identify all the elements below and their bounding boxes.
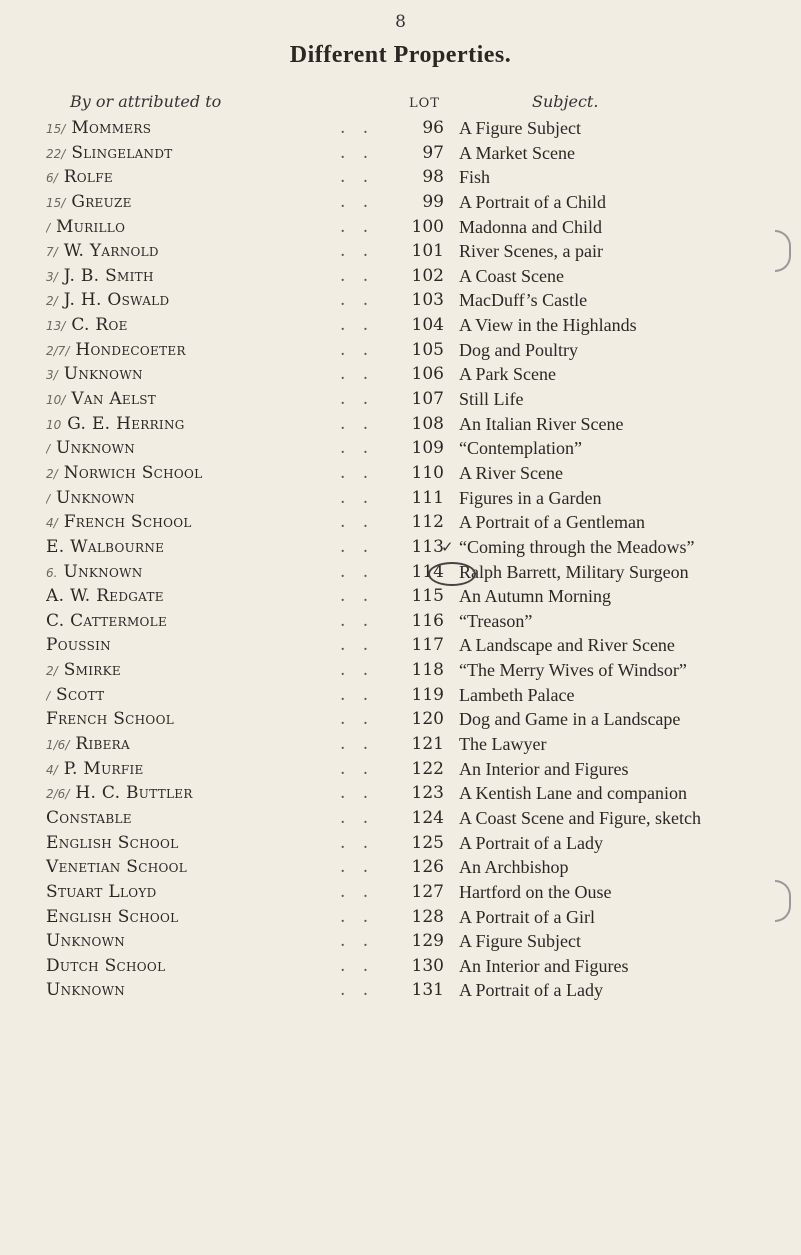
pencil-annotation: 2/6/ bbox=[46, 787, 70, 802]
subject-title: An Archbishop bbox=[459, 857, 569, 878]
subject-title: Dog and Poultry bbox=[459, 339, 578, 360]
artist-name: English School bbox=[46, 832, 179, 853]
lot-number: 98 bbox=[422, 167, 444, 188]
artist-name: Venetian School bbox=[46, 857, 188, 878]
artist-name: 4/ P. Murfie bbox=[46, 758, 144, 779]
pencil-annotation: 6. bbox=[46, 565, 58, 580]
lot-number: 105 bbox=[411, 339, 444, 360]
leader-dots: . . bbox=[340, 931, 375, 952]
lot-number: 126 bbox=[411, 857, 444, 878]
leader-dots: . . bbox=[340, 315, 375, 336]
pencil-annotation: 2/ bbox=[46, 466, 58, 481]
catalogue-entry bbox=[0, 880, 801, 905]
catalogue-entry bbox=[0, 239, 801, 264]
artist-name: Stuart Lloyd bbox=[46, 881, 157, 902]
catalogue-entry bbox=[0, 190, 801, 215]
lot-number: 110 bbox=[411, 462, 444, 483]
subject-title: Ralph Barrett, Military Surgeon bbox=[459, 561, 689, 582]
subject-title: Fish bbox=[459, 167, 491, 188]
leader-dots: . . bbox=[340, 980, 375, 1001]
lot-number: 128 bbox=[411, 906, 444, 927]
artist-name: 2/ Norwich School bbox=[46, 462, 203, 483]
check-mark-icon: ✓ bbox=[441, 537, 454, 556]
pencil-annotation: 7/ bbox=[46, 245, 58, 260]
lot-number: 127 bbox=[411, 881, 444, 902]
subject-title: A Figure Subject bbox=[459, 931, 581, 952]
catalogue-entry bbox=[0, 584, 801, 609]
leader-dots: . . bbox=[340, 191, 375, 212]
subject-column-header: Subject. bbox=[532, 92, 599, 111]
catalogue-entry bbox=[0, 929, 801, 954]
subject-title: An Autumn Morning bbox=[459, 586, 612, 607]
catalogue-entry bbox=[0, 461, 801, 486]
lot-number: 130 bbox=[411, 955, 444, 976]
lot-column-header: LOT bbox=[409, 96, 440, 111]
subject-title: A Kentish Lane and companion bbox=[459, 783, 687, 804]
lot-number: 109 bbox=[411, 438, 444, 459]
leader-dots: . . bbox=[340, 734, 375, 755]
lot-number: 99 bbox=[422, 191, 444, 212]
leader-dots: . . bbox=[340, 536, 375, 557]
artist-name: Unknown bbox=[46, 931, 126, 952]
catalogue-entry bbox=[0, 288, 801, 313]
pencil-annotation: / bbox=[46, 220, 51, 235]
artist-name: 15/ Mommers bbox=[46, 118, 152, 138]
pencil-annotation: 22/ bbox=[46, 146, 66, 161]
artist-name: E. Walbourne bbox=[46, 536, 165, 557]
subject-title: A Portrait of a Child bbox=[459, 191, 606, 212]
artist-name: 3/ Unknown bbox=[46, 364, 143, 385]
lot-number: 120 bbox=[411, 709, 444, 730]
pencil-annotation: / bbox=[46, 688, 51, 703]
pencil-annotation: 6/ bbox=[46, 171, 58, 186]
catalogue-entry bbox=[0, 412, 801, 437]
artist-name: 10 G. E. Herring bbox=[46, 413, 185, 434]
catalogue-entry bbox=[0, 658, 801, 683]
subject-title: A Coast Scene bbox=[459, 265, 564, 286]
subject-title: A Coast Scene and Figure, sketch bbox=[459, 807, 701, 828]
catalogue-entry bbox=[0, 535, 801, 560]
artist-name: Poussin bbox=[46, 635, 111, 656]
subject-title: A Portrait of a Lady bbox=[459, 980, 603, 1001]
leader-dots: . . bbox=[340, 857, 375, 878]
catalogue-entry bbox=[0, 436, 801, 461]
lot-number: 129 bbox=[411, 931, 444, 952]
pencil-annotation: 4/ bbox=[46, 516, 58, 531]
artist-name: 2/6/ H. C. Buttler bbox=[46, 783, 193, 804]
catalogue-entry bbox=[0, 609, 801, 634]
subject-title: Still Life bbox=[459, 389, 524, 410]
page-title: Different Properties. bbox=[289, 42, 512, 68]
lot-number: 123 bbox=[411, 783, 444, 804]
artist-name: 22/ Slingelandt bbox=[46, 142, 173, 163]
subject-title: “Contemplation” bbox=[459, 438, 582, 459]
leader-dots: . . bbox=[340, 832, 375, 853]
artist-column-header: By or attributed to bbox=[70, 92, 222, 111]
subject-title: Madonna and Child bbox=[459, 216, 602, 237]
catalogue-entry bbox=[0, 978, 801, 1003]
leader-dots: . . bbox=[340, 709, 375, 730]
artist-name: 4/ French School bbox=[46, 512, 192, 533]
lot-number: 104 bbox=[411, 315, 444, 336]
lot-number: 112 bbox=[411, 512, 444, 533]
leader-dots: . . bbox=[340, 684, 375, 705]
lot-number: 117 bbox=[411, 635, 444, 656]
lot-number: 125 bbox=[411, 832, 444, 853]
lot-number: 113 bbox=[411, 536, 444, 557]
pencil-annotation: 15/ bbox=[46, 195, 66, 210]
artist-name: 6. Unknown bbox=[46, 561, 143, 582]
leader-dots: . . bbox=[340, 635, 375, 656]
artist-name: 1/6/ Ribera bbox=[46, 734, 130, 755]
catalogue-entry bbox=[0, 905, 801, 930]
subject-title: An Italian River Scene bbox=[459, 413, 624, 434]
catalogue-entry bbox=[0, 387, 801, 412]
pencil-annotation: 3/ bbox=[46, 269, 58, 284]
catalogue-entry bbox=[0, 215, 801, 240]
leader-dots: . . bbox=[340, 265, 375, 286]
subject-title: A View in the Highlands bbox=[459, 315, 637, 336]
leader-dots: . . bbox=[340, 512, 375, 533]
subject-title: River Scenes, a pair bbox=[459, 241, 603, 262]
subject-title: Figures in a Garden bbox=[459, 487, 602, 508]
artist-name: 6/ Rolfe bbox=[46, 167, 113, 188]
pencil-annotation: / bbox=[46, 442, 51, 457]
subject-title: Hartford on the Ouse bbox=[459, 881, 612, 902]
catalogue-entry bbox=[0, 338, 801, 363]
catalogue-entry bbox=[0, 486, 801, 511]
artist-name: A. W. Redgate bbox=[46, 586, 164, 607]
artist-name: / Unknown bbox=[46, 487, 136, 508]
catalogue-entry bbox=[0, 116, 801, 141]
pencil-annotation: 15/ bbox=[46, 122, 66, 136]
lot-number: 101 bbox=[411, 241, 444, 262]
leader-dots: . . bbox=[340, 142, 375, 163]
lot-number: 97 bbox=[422, 142, 444, 163]
artist-name: / Murillo bbox=[46, 216, 126, 237]
pencil-annotation: 1/6/ bbox=[46, 738, 70, 753]
artist-name: French School bbox=[46, 709, 174, 730]
artist-name: / Unknown bbox=[46, 438, 136, 459]
subject-title: A Figure Subject bbox=[459, 118, 581, 138]
artist-name: Constable bbox=[46, 807, 132, 828]
subject-title: Dog and Game in a Landscape bbox=[459, 709, 681, 730]
lot-number: 124 bbox=[411, 807, 444, 828]
catalogue-entry bbox=[0, 264, 801, 289]
pencil-annotation: 10 bbox=[46, 417, 62, 432]
leader-dots: . . bbox=[340, 413, 375, 434]
lot-number: 114 bbox=[411, 561, 444, 582]
catalogue-entry bbox=[0, 683, 801, 708]
artist-name: 13/ C. Roe bbox=[46, 315, 128, 336]
leader-dots: . . bbox=[340, 290, 375, 311]
leader-dots: . . bbox=[340, 783, 375, 804]
pencil-annotation: 2/7/ bbox=[46, 343, 70, 358]
lot-number: 100 bbox=[411, 216, 444, 237]
leader-dots: . . bbox=[340, 241, 375, 262]
subject-title: A Portrait of a Girl bbox=[459, 906, 595, 927]
leader-dots: . . bbox=[340, 487, 375, 508]
lot-number: 103 bbox=[411, 290, 444, 311]
catalogue-entry bbox=[0, 313, 801, 338]
leader-dots: . . bbox=[340, 438, 375, 459]
artist-name: Dutch School bbox=[46, 955, 166, 976]
leader-dots: . . bbox=[340, 881, 375, 902]
lot-number: 111 bbox=[411, 487, 444, 508]
subject-title: An Interior and Figures bbox=[459, 955, 629, 976]
leader-dots: . . bbox=[340, 462, 375, 483]
leader-dots: . . bbox=[340, 389, 375, 410]
lot-number: 108 bbox=[411, 413, 444, 434]
lot-number: 121 bbox=[411, 734, 444, 755]
pencil-annotation: / bbox=[46, 491, 51, 506]
lot-number: 122 bbox=[411, 758, 444, 779]
catalogue-entry bbox=[0, 781, 801, 806]
subject-title: “The Merry Wives of Windsor” bbox=[459, 660, 687, 681]
subject-title: “Treason” bbox=[459, 610, 533, 631]
lot-number: 119 bbox=[411, 684, 444, 705]
catalogue-entry bbox=[0, 165, 801, 190]
leader-dots: . . bbox=[340, 167, 375, 188]
catalogue-entry bbox=[0, 954, 801, 979]
subject-title: A Portrait of a Lady bbox=[459, 832, 603, 853]
leader-dots: . . bbox=[340, 339, 375, 360]
catalogue-entry bbox=[0, 362, 801, 387]
artist-name: 2/ Smirke bbox=[46, 660, 121, 681]
leader-dots: . . bbox=[340, 955, 375, 976]
catalogue-entry bbox=[0, 707, 801, 732]
leader-dots: . . bbox=[340, 364, 375, 385]
leader-dots: . . bbox=[340, 660, 375, 681]
subject-title: A Landscape and River Scene bbox=[459, 635, 675, 656]
circled-lot-mark bbox=[428, 562, 476, 586]
subject-title: A Park Scene bbox=[459, 364, 556, 385]
leader-dots: . . bbox=[340, 758, 375, 779]
artist-name: Unknown bbox=[46, 980, 126, 1001]
leader-dots: . . bbox=[340, 118, 375, 138]
pencil-annotation: 2/ bbox=[46, 664, 58, 679]
pencil-annotation: 3/ bbox=[46, 368, 58, 383]
lot-number: 102 bbox=[411, 265, 444, 286]
leader-dots: . . bbox=[340, 561, 375, 582]
subject-title: MacDuff’s Castle bbox=[459, 290, 588, 311]
lot-number: 116 bbox=[411, 610, 444, 631]
lot-number: 107 bbox=[411, 389, 444, 410]
catalogue-entry bbox=[0, 633, 801, 658]
leader-dots: . . bbox=[340, 807, 375, 828]
leader-dots: . . bbox=[340, 216, 375, 237]
subject-title: Lambeth Palace bbox=[459, 684, 575, 705]
subject-title: The Lawyer bbox=[459, 734, 547, 755]
pencil-annotation: 10/ bbox=[46, 393, 66, 408]
catalogue-list bbox=[0, 116, 801, 1003]
subject-title: An Interior and Figures bbox=[459, 758, 629, 779]
artist-name: 3/ J. B. Smith bbox=[46, 265, 154, 286]
catalogue-entry bbox=[0, 732, 801, 757]
catalogue-entry bbox=[0, 560, 801, 585]
pencil-annotation: 13/ bbox=[46, 319, 66, 334]
artist-name: 10/ Van Aelst bbox=[46, 389, 157, 410]
pencil-annotation: 2/ bbox=[46, 294, 58, 309]
artist-name: / Scott bbox=[46, 684, 105, 705]
subject-title: A Portrait of a Gentleman bbox=[459, 512, 645, 533]
artist-name: 2/ J. H. Oswald bbox=[46, 290, 170, 311]
catalogue-entry bbox=[0, 141, 801, 166]
page-number: 8 bbox=[395, 12, 406, 32]
artist-name: English School bbox=[46, 906, 179, 927]
catalogue-entry bbox=[0, 510, 801, 535]
catalogue-entry bbox=[0, 806, 801, 831]
leader-dots: . . bbox=[340, 610, 375, 631]
lot-number: 118 bbox=[411, 660, 444, 681]
catalogue-entry bbox=[0, 831, 801, 856]
lot-number: 115 bbox=[411, 586, 444, 607]
artist-name: 15/ Greuze bbox=[46, 191, 132, 212]
subject-title: “Coming through the Meadows” bbox=[459, 536, 695, 557]
leader-dots: . . bbox=[340, 586, 375, 607]
catalogue-entry bbox=[0, 855, 801, 880]
subject-title: A Market Scene bbox=[459, 142, 575, 163]
catalogue-entry bbox=[0, 757, 801, 782]
leader-dots: . . bbox=[340, 906, 375, 927]
lot-number: 106 bbox=[411, 364, 444, 385]
subject-title: A River Scene bbox=[459, 462, 563, 483]
artist-name: C. Cattermole bbox=[46, 610, 168, 631]
artist-name: 2/7/ Hondecoeter bbox=[46, 339, 186, 360]
lot-number: 96 bbox=[422, 118, 444, 138]
pencil-annotation: 4/ bbox=[46, 762, 58, 777]
lot-number: 131 bbox=[411, 980, 444, 1001]
artist-name: 7/ W. Yarnold bbox=[46, 241, 159, 262]
